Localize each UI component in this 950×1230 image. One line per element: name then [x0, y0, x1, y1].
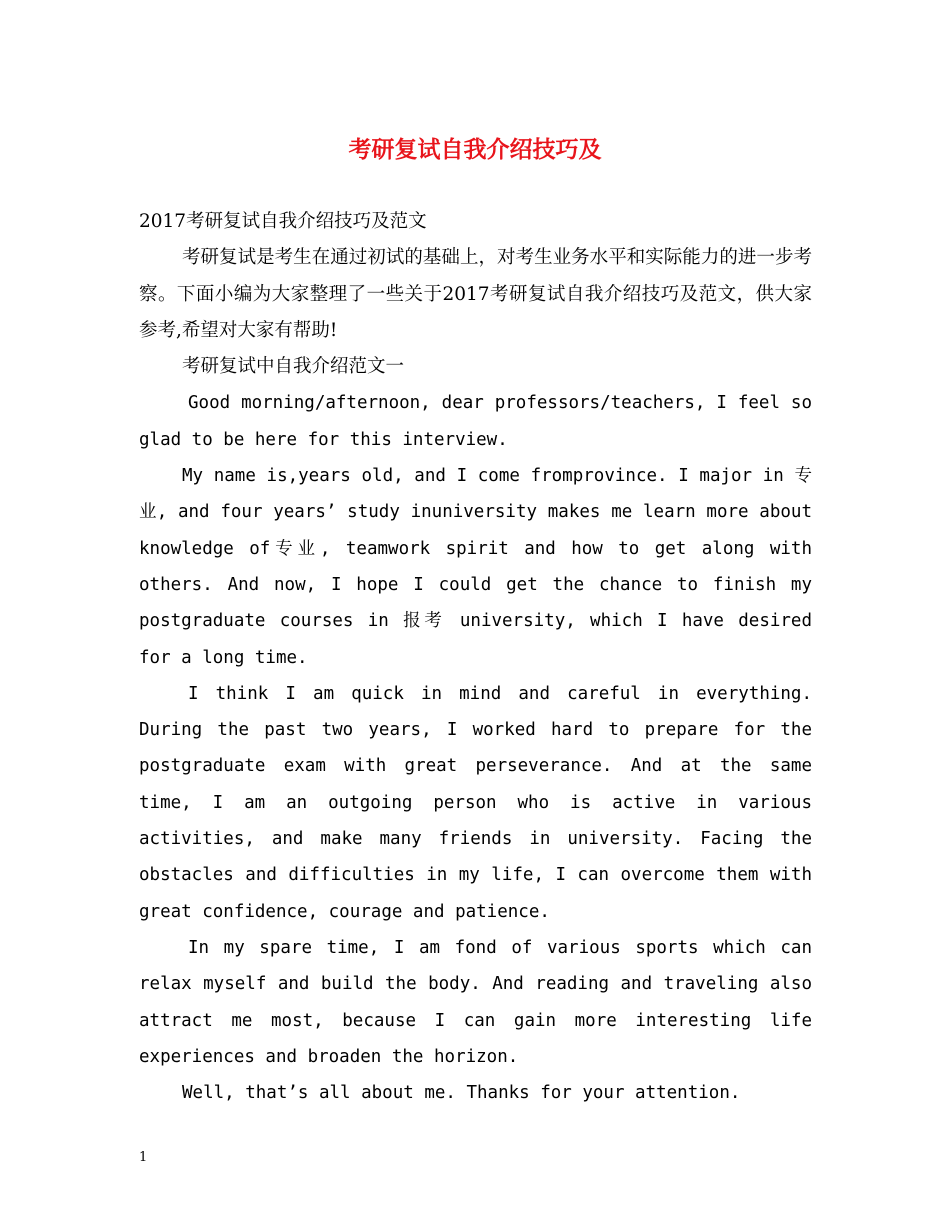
paragraph-greeting: Good morning/afternoon, dear professors/teachers, I feel so glad to be here for this interview.	[139, 393, 812, 450]
paragraph-hobbies: In my spare time, I am fond of various sports which can relax myself and build the body. And reading and traveling also attract me most, because I can gain more interesting life experiences and broaden the horizon.	[139, 937, 812, 1067]
subtitle: 2017考研复试自我介绍技巧及范文	[139, 211, 427, 232]
paragraph-name: My name is,years old, and I come fromprovince. I major in 专业, and four years’ study inuniversity makes me learn more about knowledge of专业, teamwork spirit and how to get along with others. And now, I hope I could get the chance to finish my postgraduate courses in 报考 university, which I have desired for a long time.	[139, 466, 812, 668]
paragraph-personality: I think I am quick in mind and careful in everything. During the past two years, I worked hard to prepare for the postgraduate exam with great perseverance. And at the same time, I am an outgoing person who is active in various activities, and make many friends in university. Facing the obstacles and difficulties in my life, I can overcome them with great confidence, courage and patience.	[139, 683, 812, 922]
paragraph-closing: Well, that’s all about me. Thanks for your attention.	[182, 1083, 741, 1104]
document-title: 考研复试自我介绍技巧及	[348, 136, 602, 163]
section-heading: 考研复试中自我介绍范文一	[182, 356, 405, 378]
page-number: 1	[139, 1150, 148, 1165]
intro-paragraph: 考研复试是考生在通过初试的基础上，对考生业务水平和实际能力的进一步考察。下面小编为大家整理了一些关于2017考研复试自我介绍技巧及范文，供大家参考,希望对大家有帮助!	[139, 247, 812, 341]
document-body	[139, 204, 812, 1111]
